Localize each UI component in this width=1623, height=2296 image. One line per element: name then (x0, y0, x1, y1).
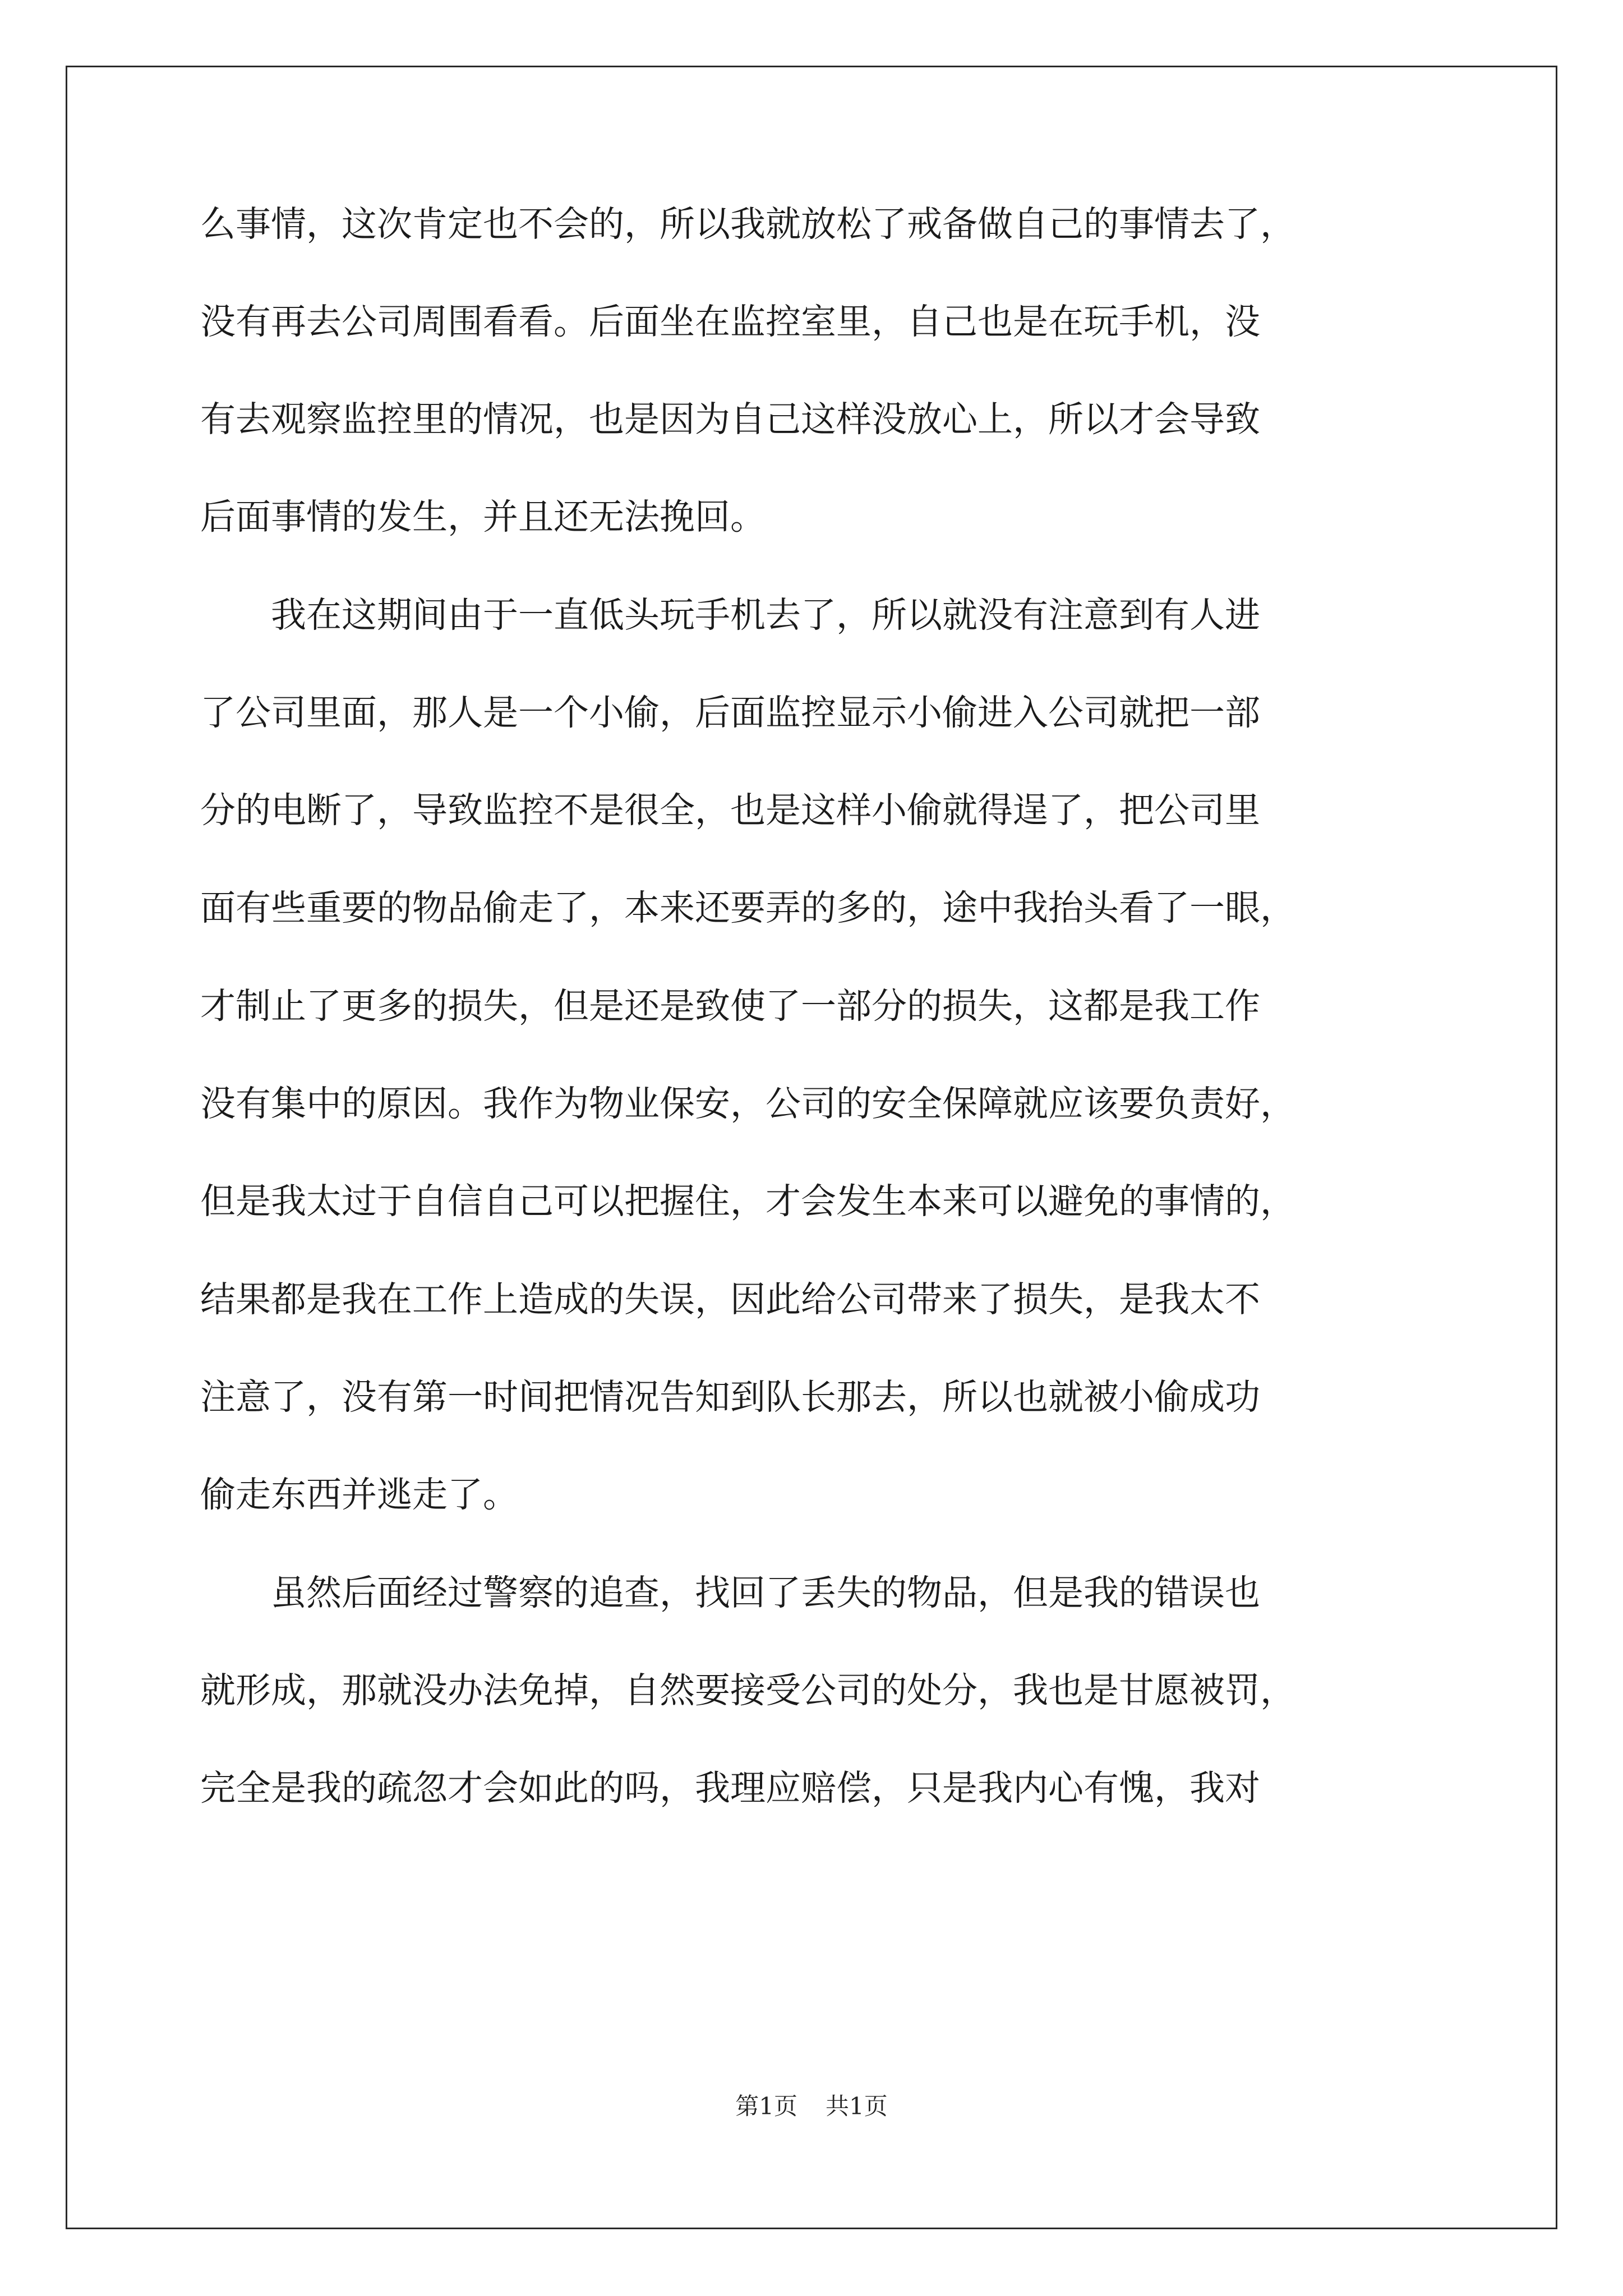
text-line: 有去观察监控里的情况，也是因为自己这样没放心上，所以才会导致 (200, 399, 1260, 440)
text-line: 分的电断了，导致监控不是很全，也是这样小偷就得逞了，把公司里 (200, 790, 1260, 831)
text-line: 注意了，没有第一时间把情况告知到队长那去，所以也就被小偷成功 (200, 1377, 1260, 1418)
page-number: 第1页 (735, 2092, 797, 2120)
text-line: 后面事情的发生，并且还无法挽回。 (200, 496, 766, 537)
text-line: 完全是我的疏忽才会如此的吗，我理应赔偿，只是我内心有愧，我对 (200, 1768, 1260, 1809)
text-line: 偷走东西并逃走了。 (200, 1474, 518, 1515)
text-line: 虽然后面经过警察的追查，找回了丢失的物品，但是我的错误也 (200, 1572, 1260, 1613)
page-border (66, 66, 1557, 2229)
text-line: 结果都是我在工作上造成的失误，因此给公司带来了损失，是我太不 (200, 1279, 1260, 1320)
page-total: 共1页 (826, 2092, 888, 2120)
text-line: 我在这期间由于一直低头玩手机去了，所以就没有注意到有人进 (200, 595, 1260, 636)
text-line: 就形成，那就没办法免掉，自然要接受公司的处分，我也是甘愿被罚， (200, 1670, 1295, 1711)
text-line: 没有集中的原因。我作为物业保安，公司的安全保障就应该要负责好， (200, 1083, 1295, 1124)
text-line: 面有些重要的物品偷走了，本来还要弄的多的，途中我抬头看了一眼， (200, 887, 1295, 928)
text-line: 了公司里面，那人是一个小偷，后面监控显示小偷进入公司就把一部 (200, 692, 1260, 733)
text-line: 么事情，这次肯定也不会的，所以我就放松了戒备做自己的事情去了， (200, 204, 1295, 245)
text-line: 没有再去公司周围看看。后面坐在监控室里，自己也是在玩手机，没 (200, 301, 1260, 342)
text-line: 才制止了更多的损失，但是还是致使了一部分的损失，这都是我工作 (200, 986, 1260, 1027)
text-line: 但是我太过于自信自己可以把握住，才会发生本来可以避免的事情的， (200, 1181, 1295, 1222)
page-footer (0, 2088, 1623, 2122)
